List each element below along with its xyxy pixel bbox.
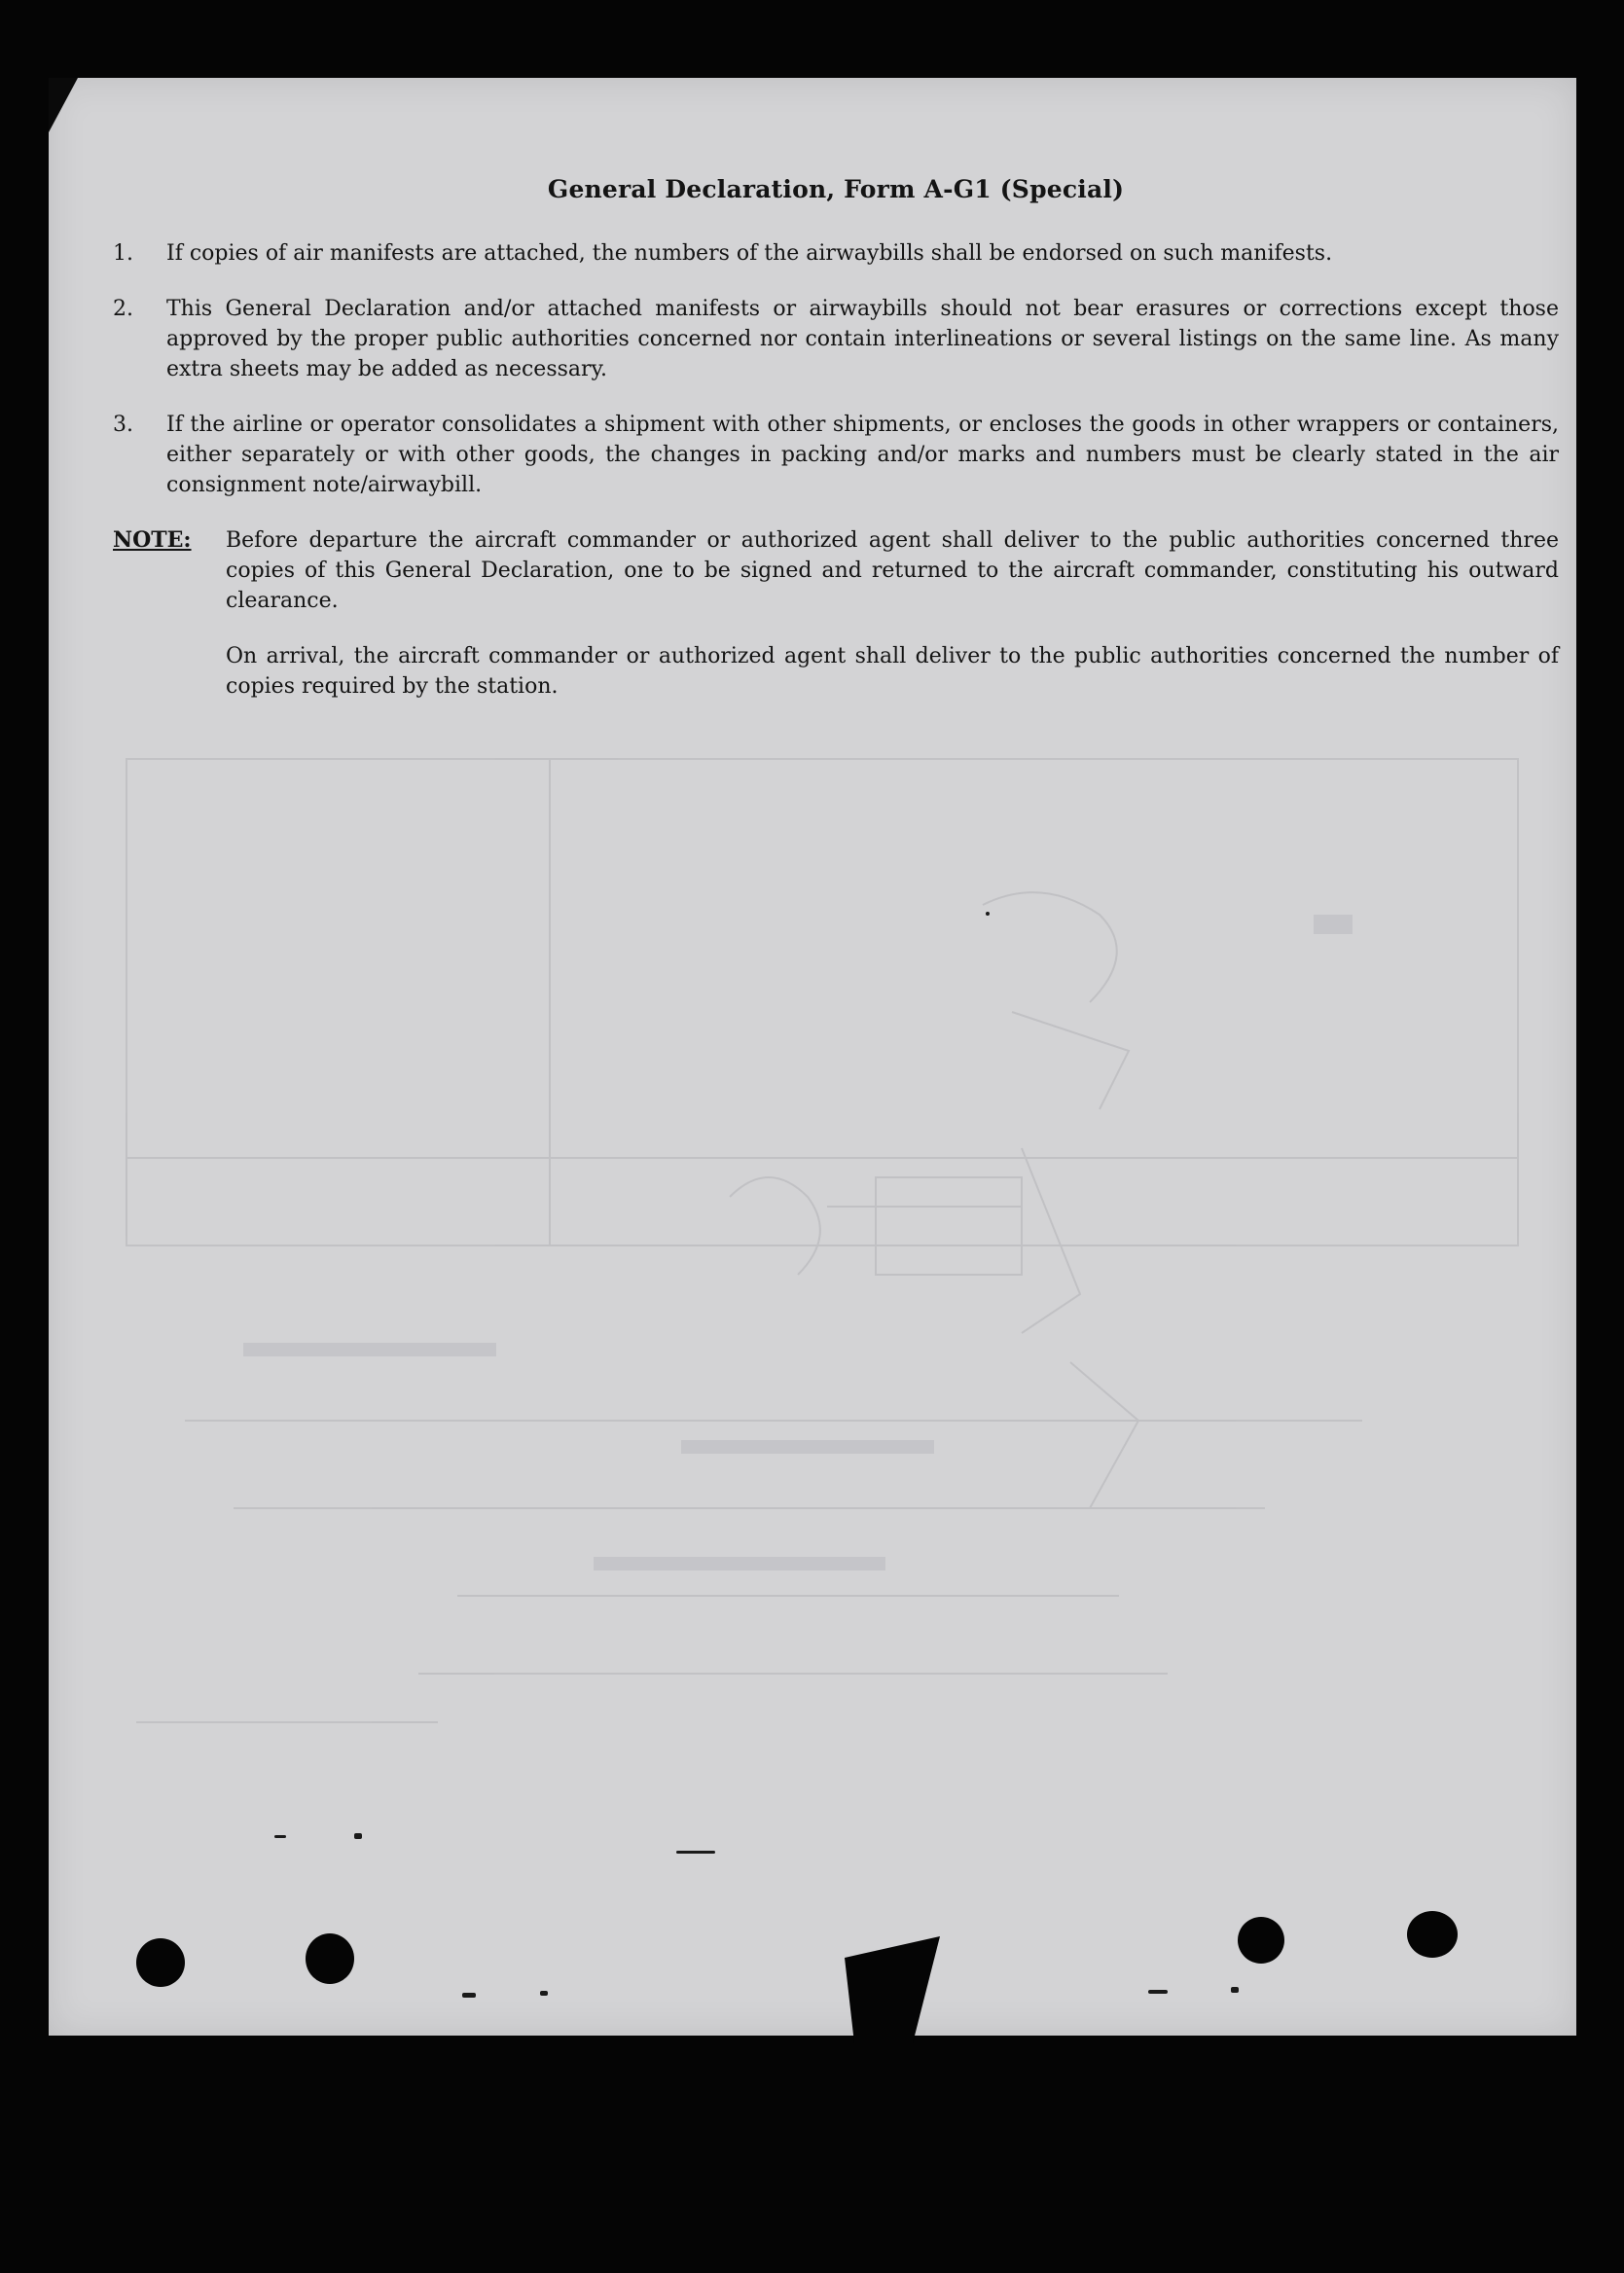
declaration-text <box>113 175 1559 727</box>
note-paragraph-departure: Before departure the aircraft commander or authorized agent shall deliver to the public authorities concerned three copies of this General Declaration, one to be signed and returned to the aircraft commander, constituting his outward clearance. <box>226 528 1559 613</box>
note-section <box>113 525 1559 727</box>
document-title: General Declaration, Form A-G1 (Special) <box>547 175 1125 203</box>
ink-speck <box>462 1993 476 1998</box>
item-text: If the airline or operator consolidates a shipment with other shipments, or encloses the goods in other wrappers or containers, either separately or with other goods, the changes in packing and/or marks and numbers must be clearly stated in the air consignment note/airwaybill. <box>166 413 1559 497</box>
punch-hole <box>136 1938 185 1987</box>
ink-speck <box>1231 1987 1239 1993</box>
note-paragraph-arrival: On arrival, the aircraft commander or authorized agent shall deliver to the public authorities concerned the number of copies required by the station. <box>226 644 1559 699</box>
punch-hole <box>1407 1911 1458 1958</box>
ink-speck <box>540 1991 548 1996</box>
instruction-item-1 <box>113 238 1559 269</box>
folded-corner <box>49 78 78 132</box>
item-number: 2. <box>113 297 133 321</box>
instruction-item-3 <box>113 410 1559 500</box>
paper-tear <box>845 1936 942 2043</box>
note-body <box>226 525 1559 727</box>
ink-speck <box>274 1835 286 1838</box>
ink-speck <box>1148 1990 1168 1994</box>
punch-hole <box>306 1933 354 1984</box>
note-label: NOTE: <box>113 527 192 553</box>
item-number: 3. <box>113 413 133 437</box>
ink-speck <box>986 912 990 916</box>
instruction-item-2 <box>113 294 1559 384</box>
ink-speck <box>676 1851 715 1854</box>
item-text: If copies of air manifests are attached, the numbers of the airwaybills shall be endorsed on such manifests. <box>166 241 1333 266</box>
ink-speck <box>354 1833 362 1839</box>
punch-hole <box>1238 1917 1284 1964</box>
document-page <box>49 78 1576 2036</box>
item-text: This General Declaration and/or attached manifests or airwaybills should not bear erasures or corrections except those approved by the proper public authorities concerned nor contain interlineations or several listings on the same line. As many extra sheets may be added as necessary. <box>166 297 1559 381</box>
item-number: 1. <box>113 241 133 266</box>
